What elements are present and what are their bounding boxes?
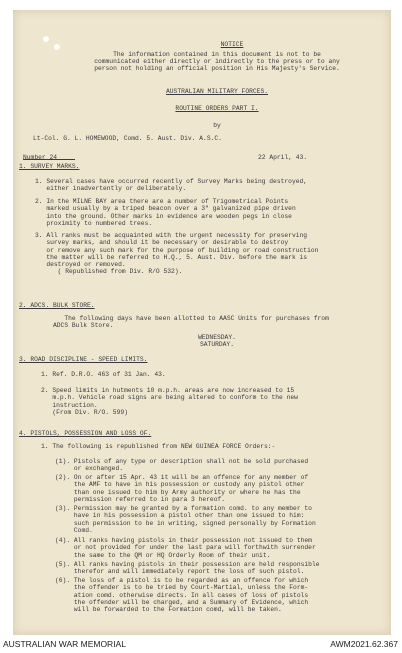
notice-line: person not holding an official position in His Majesty's Service. bbox=[94, 65, 340, 72]
section-heading: 2. ADCS. BULK STORE. bbox=[19, 302, 95, 309]
sub-paragraph: (2). On or after 15 Apr. 43 it will be an offence for any member of the AMF to have in his possession or custody any pistol other than one issued to him by Army authority or where he has the permission referred to in para 3 hereof. bbox=[55, 474, 309, 503]
sub-paragraph: (1). Pistols of any type or description shall not be sold purchased or exchanged. bbox=[55, 458, 309, 473]
allotted-day: WEDNESDAY. bbox=[198, 334, 236, 341]
order-date: 22 April, 43. bbox=[258, 154, 308, 161]
document-page bbox=[13, 10, 391, 635]
footer-accession-number: AWM2021.62.367 bbox=[330, 639, 398, 649]
sub-paragraph: (6). The loss of a pistol is to be regarded as an offence for which the offender is to be tried by Court-Martial, unless the Form- ation comd. otherwise directs. In all cases of loss of pistols the offender will be charged, and a Summary of Evidence, which will be forwarded to the Formation comd, will be taken. bbox=[55, 577, 309, 614]
footer-institution: AUSTRALIAN WAR MEMORIAL bbox=[3, 639, 126, 649]
sub-paragraph: (4). All ranks having pistols in their possession not issued to them or not provided for under the last para will forthwith surrender the same to the QM or HQ Orderly Room of their unit. bbox=[55, 537, 316, 559]
by-line: by bbox=[213, 122, 221, 129]
author-line: Lt-Col. G. L. HOMEWOOD, Comd. 5. Aust. Div. A.S.C. bbox=[33, 135, 222, 142]
org-heading: AUSTRALIAN MILITARY FORCES. bbox=[165, 88, 269, 95]
section-paragraph: 2. In the MILNE BAY area there are a number of Trigometrical Points marked usually by a triped beacon over a 3" galvanized pipe driven into the ground. Other marks in evidence are wooden pegs in close proximity to numbered trees. bbox=[35, 198, 296, 227]
section-heading: 3. ROAD DISCIPLINE - SPEED LIMITS. bbox=[19, 356, 148, 363]
order-number: Number 24 bbox=[23, 154, 58, 161]
orders-title: ROUTINE ORDERS PART I. bbox=[175, 105, 259, 112]
sub-paragraph: (5). All ranks having pistols in their possession are held responsible therefor and will immediately report the loss of such pistol. bbox=[55, 561, 320, 576]
notice-heading: NOTICE bbox=[220, 41, 244, 48]
section-paragraph: 3. All ranks must be acquainted with the urgent necessity for preserving survey marks, and should it be necessary or desirable to destroy or remove any such mark for the purpose of building or road construction the matter will be referred to H.Q., 5. Aust. Div. before the mark is destroyed or removed. ( Republished from Div. R/O 532). bbox=[35, 232, 319, 276]
section-heading: 4. PISTOLS, POSSESSION AND LOSS OF. bbox=[19, 430, 152, 437]
section-paragraph: 1. Several cases have occurred recently of Survey Marks being destroyed, either inadvertently or deliberately. bbox=[35, 178, 308, 193]
header-rule bbox=[23, 159, 75, 160]
notice-line: The information contained in this document is not to be bbox=[113, 51, 321, 58]
section-paragraph: 1. The following is republished from NEW GUINEA FORCE Orders:- bbox=[41, 443, 276, 450]
allotted-day: SATURDAY. bbox=[199, 341, 234, 348]
notice-line: communicated either directly or indirectly to the press or to any bbox=[94, 58, 340, 65]
section-paragraph: 2. Speed limits in hutments 10 m.p.h. areas are now increased to 15 m.p.h. Vehicle road signs are being altered to conform to the new instruction. (From Div. R/O. 599) bbox=[41, 387, 298, 416]
archive-footer bbox=[0, 636, 402, 653]
section-paragraph: 1. Ref. D.R.O. 463 of 31 Jan. 43. bbox=[41, 371, 166, 378]
section-heading: 1. SURVEY MARKS. bbox=[19, 163, 80, 170]
sub-paragraph: (3). Permission may be granted by a formation comd. to any member to have in his possession a pistol other than one issued to him: such permission to be in writing, signed personally by Formation Comd. bbox=[55, 505, 316, 534]
section-paragraph: The following days have been allotted to AASC Units for purchases from ADCS Bulk Store. bbox=[53, 315, 329, 330]
